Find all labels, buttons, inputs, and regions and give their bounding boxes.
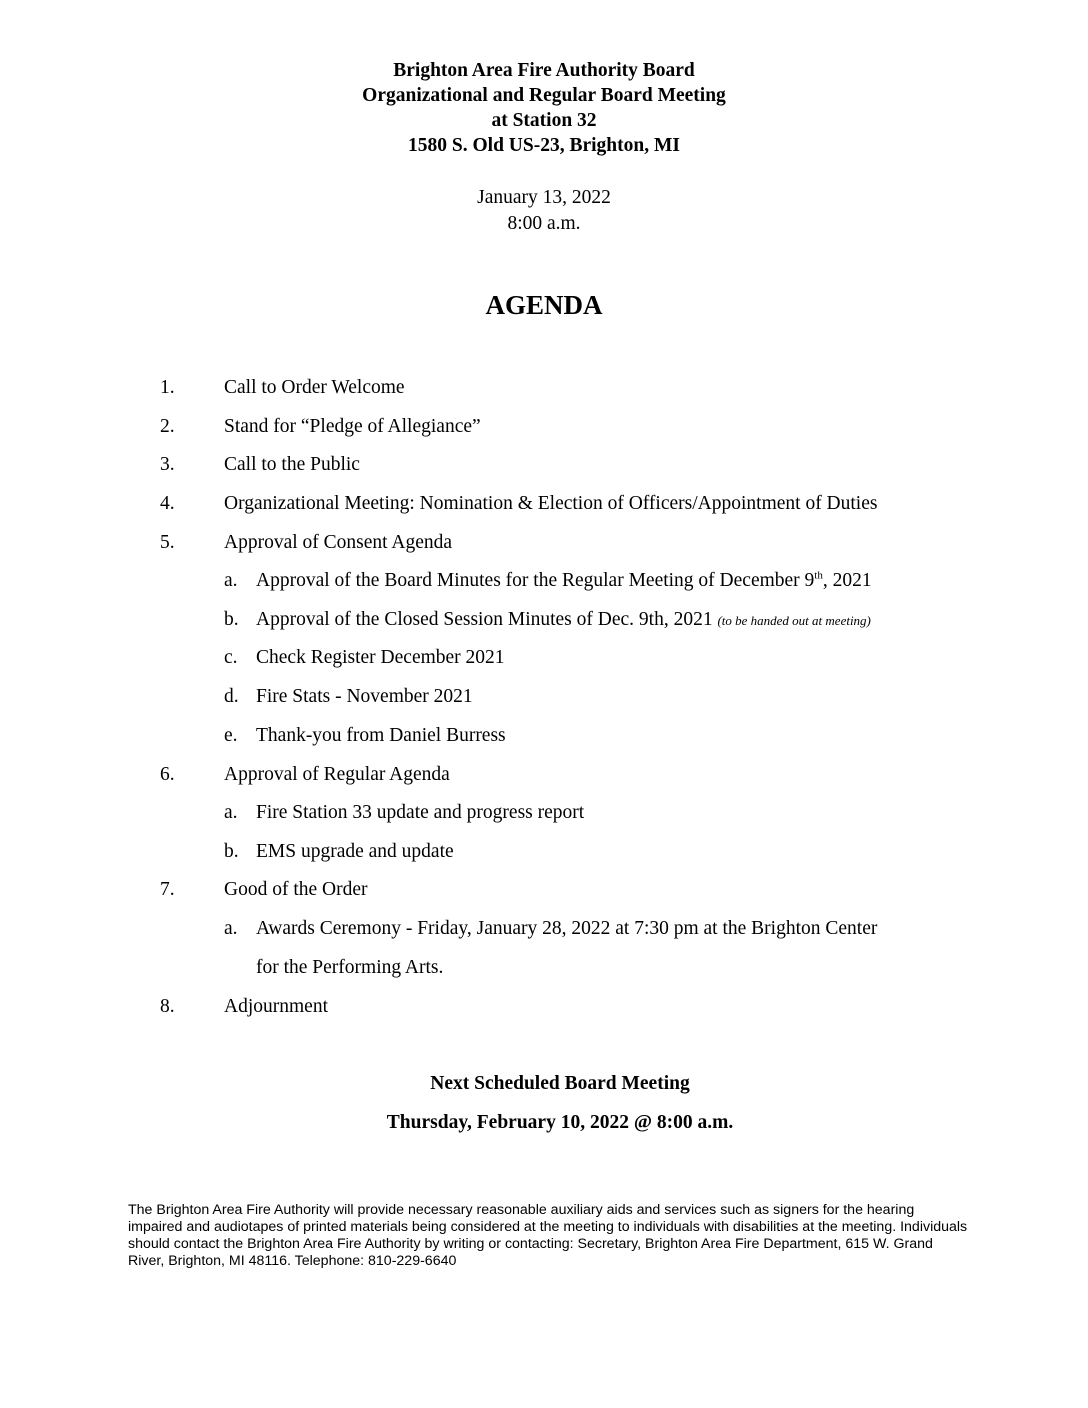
meeting-location: at Station 32 [491, 110, 597, 131]
item-number: 4. [160, 493, 175, 514]
item-number: 3. [160, 454, 175, 475]
board-name: Brighton Area Fire Authority Board [393, 60, 695, 81]
subitem-text-continued: for the Performing Arts. [256, 957, 444, 978]
subitem-text: Thank-you from Daniel Burress [256, 725, 506, 746]
item-text: Organizational Meeting: Nomination & Election of Officers/Appointment of Duties [224, 493, 878, 514]
subitem-text: Check Register December 2021 [256, 647, 505, 668]
item-number: 1. [160, 377, 175, 398]
accessibility-notice: The Brighton Area Fire Authority will provide necessary reasonable auxiliary aids and services such as signers for the hearing impaired and audiotapes of printed materials being considered at the meeting to individuals with disabilities at the meeting. Individuals should contact the Brighton Area Fire Authority by writing or contacting: Secretary, Brighton Area Fire Department, 615 W. Grand River, Brighton, MI 48116. Telephone: 810-229-6640 [128, 1202, 968, 1269]
next-meeting-label: Next Scheduled Board Meeting [430, 1073, 690, 1094]
ordinal-suffix: th [814, 569, 823, 582]
meeting-address: 1580 S. Old US-23, Brighton, MI [408, 135, 680, 156]
subitem-letter: a. [224, 802, 238, 823]
subitem-text: Approval of the Board Minutes for the Regular Meeting of December 9th, 2021 [256, 569, 872, 591]
meeting-time: 8:00 a.m. [507, 213, 581, 234]
subitem-text: Approval of the Closed Session Minutes of Dec. 9th, 2021 (to be handed out at meeting) [256, 609, 871, 630]
meeting-header [0, 58, 1088, 158]
item-number: 8. [160, 996, 175, 1017]
meeting-type: Organizational and Regular Board Meeting [362, 85, 726, 106]
subitem-text: Fire Stats - November 2021 [256, 686, 473, 707]
next-meeting-datetime: Thursday, February 10, 2022 @ 8:00 a.m. [386, 1112, 734, 1133]
item-text: Call to Order Welcome [224, 377, 405, 398]
subitem-letter: a. [224, 918, 238, 939]
subitem-note: (to be handed out at meeting) [717, 613, 871, 628]
subitem-text: EMS upgrade and update [256, 841, 454, 862]
item-text: Approval of Consent Agenda [224, 532, 453, 553]
item-text: Stand for “Pledge of Allegiance” [224, 416, 481, 437]
item-text: Adjournment [224, 996, 328, 1017]
item-number: 5. [160, 532, 175, 553]
item-text: Approval of Regular Agenda [224, 764, 450, 785]
subitem-letter: d. [224, 686, 239, 707]
subitem-letter: a. [224, 570, 238, 591]
subitem-text: Awards Ceremony - Friday, January 28, 2022 at 7:30 pm at the Brighton Center [256, 918, 878, 939]
item-text: Call to the Public [224, 454, 360, 475]
subitem-text: Fire Station 33 update and progress report [256, 802, 585, 823]
meeting-date: January 13, 2022 [477, 187, 611, 208]
item-text: Good of the Order [224, 879, 368, 900]
subitem-letter: c. [224, 647, 238, 668]
item-number: 7. [160, 879, 175, 900]
meeting-datetime [0, 185, 1088, 237]
item-number: 2. [160, 416, 175, 437]
subitem-letter: b. [224, 609, 239, 630]
subitem-letter: b. [224, 841, 239, 862]
subitem-letter: e. [224, 725, 238, 746]
agenda-title: AGENDA [485, 290, 603, 320]
item-number: 6. [160, 764, 175, 785]
